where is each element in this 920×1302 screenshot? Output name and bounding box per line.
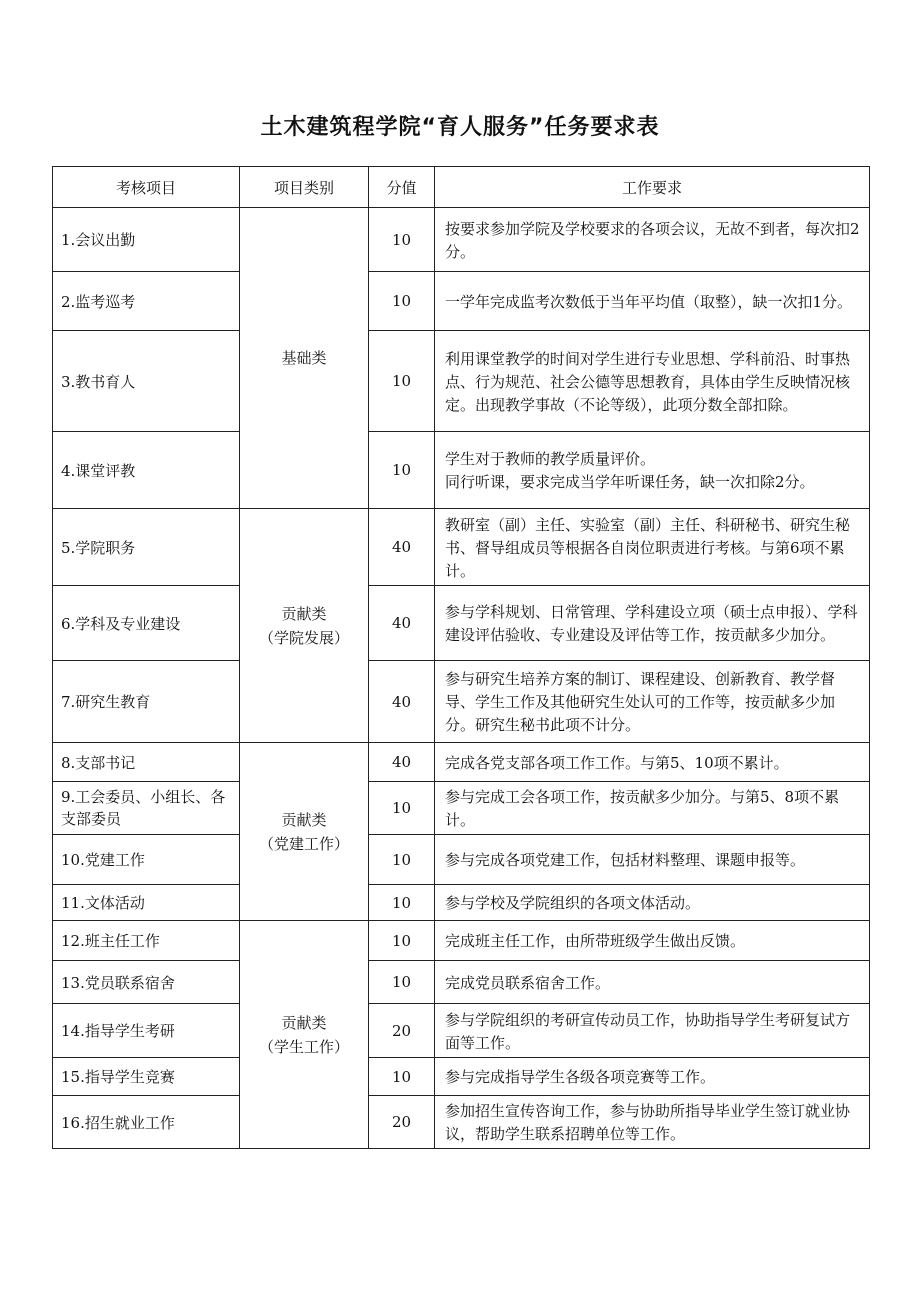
table-row: [53, 586, 870, 661]
page-title: 土木建筑程学院“育人服务”任务要求表: [260, 115, 660, 140]
item-cell: 9.工会委员、小组长、各支部委员: [53, 782, 240, 835]
category-label: 贡献类: [281, 810, 327, 829]
item-cell: 13.党员联系宿舍: [53, 961, 240, 1004]
category-sublabel: （学生工作）: [258, 1037, 349, 1056]
item-cell: 8.支部书记: [53, 743, 240, 782]
table-header-row: [53, 167, 870, 208]
requirement-line: 学生对于教师的教学质量评价。: [445, 450, 656, 468]
score-cell: 10: [369, 782, 435, 835]
category-label: 贡献类: [281, 604, 327, 623]
requirement-cell: 完成班主任工作，由所带班级学生做出反馈。: [435, 921, 870, 961]
header-score: 分值: [369, 167, 435, 208]
category-sublabel: （学院发展）: [258, 628, 349, 647]
table-row: [53, 835, 870, 885]
table-row: [53, 1058, 870, 1096]
item-cell: 14.指导学生考研: [53, 1004, 240, 1058]
item-cell: 6.学科及专业建设: [53, 586, 240, 661]
table-row: [53, 885, 870, 921]
requirement-cell: 利用课堂教学的时间对学生进行专业思想、学科前沿、时事热点、行为规范、社会公德等思想教育，具体由学生反映情况核定。出现教学事故（不论等级），此项分数全部扣除。: [435, 331, 870, 432]
score-cell: 10: [369, 331, 435, 432]
category-basic: 基础类: [240, 208, 369, 509]
table-row: [53, 1096, 870, 1149]
score-cell: 40: [369, 586, 435, 661]
table-row: [53, 921, 870, 961]
requirement-line: 同行听课，要求完成当学年听课任务，缺一次扣除2分。: [445, 473, 815, 491]
table-row: [53, 208, 870, 272]
item-cell: 3.教书育人: [53, 331, 240, 432]
table-row: [53, 509, 870, 586]
table-row: [53, 272, 870, 331]
table-row: [53, 331, 870, 432]
item-cell: 1.会议出勤: [53, 208, 240, 272]
requirement-cell: 参与学院组织的考研宣传动员工作，协助指导学生考研复试方面等工作。: [435, 1004, 870, 1058]
item-cell: 10.党建工作: [53, 835, 240, 885]
requirement-cell: 一学年完成监考次数低于当年平均值（取整），缺一次扣1分。: [435, 272, 870, 331]
item-cell: 12.班主任工作: [53, 921, 240, 961]
score-cell: 10: [369, 1058, 435, 1096]
header-item: 考核项目: [53, 167, 240, 208]
item-cell: 11.文体活动: [53, 885, 240, 921]
score-cell: 20: [369, 1096, 435, 1149]
item-cell: 2.监考巡考: [53, 272, 240, 331]
score-cell: 10: [369, 835, 435, 885]
requirement-cell: 教研室（副）主任、实验室（副）主任、科研秘书、研究生秘书、督导组成员等根据各自岗位职责进行考核。与第6项不累计。: [435, 509, 870, 586]
requirement-cell: 完成各党支部各项工作工作。与第5、10项不累计。: [435, 743, 870, 782]
table-row: [53, 432, 870, 509]
score-cell: 10: [369, 432, 435, 509]
score-cell: 20: [369, 1004, 435, 1058]
requirement-cell: 按要求参加学院及学校要求的各项会议，无故不到者，每次扣2分。: [435, 208, 870, 272]
item-cell: 7.研究生教育: [53, 661, 240, 743]
header-category: 项目类别: [240, 167, 369, 208]
requirement-cell: 参加招生宣传咨询工作，参与协助所指导毕业学生签订就业协议，帮助学生联系招聘单位等工作。: [435, 1096, 870, 1149]
category-sublabel: （党建工作）: [258, 834, 349, 853]
requirement-cell: 参与学校及学院组织的各项文体活动。: [435, 885, 870, 921]
score-cell: 40: [369, 743, 435, 782]
item-cell: 16.招生就业工作: [53, 1096, 240, 1149]
table-row: [53, 782, 870, 835]
table-row: [53, 661, 870, 743]
requirement-cell: 参与完成工会各项工作，按贡献多少加分。与第5、8项不累计。: [435, 782, 870, 835]
header-requirement: 工作要求: [435, 167, 870, 208]
item-cell: 4.课堂评教: [53, 432, 240, 509]
requirement-cell: 参与完成各项党建工作，包括材料整理、课题申报等。: [435, 835, 870, 885]
requirement-cell: 参与完成指导学生各级各项竞赛等工作。: [435, 1058, 870, 1096]
task-requirements-table: [52, 166, 870, 1149]
table-row: [53, 1004, 870, 1058]
score-cell: 10: [369, 961, 435, 1004]
score-cell: 10: [369, 272, 435, 331]
table-row: [53, 961, 870, 1004]
category-label: 贡献类: [281, 1013, 327, 1032]
category-party: [240, 743, 369, 921]
score-cell: 10: [369, 921, 435, 961]
category-college: [240, 509, 369, 743]
score-cell: 10: [369, 885, 435, 921]
score-cell: 40: [369, 509, 435, 586]
category-student: [240, 921, 369, 1149]
item-cell: 15.指导学生竞赛: [53, 1058, 240, 1096]
requirement-cell: 参与学科规划、日常管理、学科建设立项（硕士点申报）、学科建设评估验收、专业建设及评估等工作，按贡献多少加分。: [435, 586, 870, 661]
requirement-cell: 参与研究生培养方案的制订、课程建设、创新教育、教学督导、学生工作及其他研究生处认可的工作等，按贡献多少加分。研究生秘书此项不计分。: [435, 661, 870, 743]
item-cell: 5.学院职务: [53, 509, 240, 586]
table-row: [53, 743, 870, 782]
score-cell: 10: [369, 208, 435, 272]
requirement-cell: 完成党员联系宿舍工作。: [435, 961, 870, 1004]
score-cell: 40: [369, 661, 435, 743]
requirement-cell: [435, 432, 870, 509]
